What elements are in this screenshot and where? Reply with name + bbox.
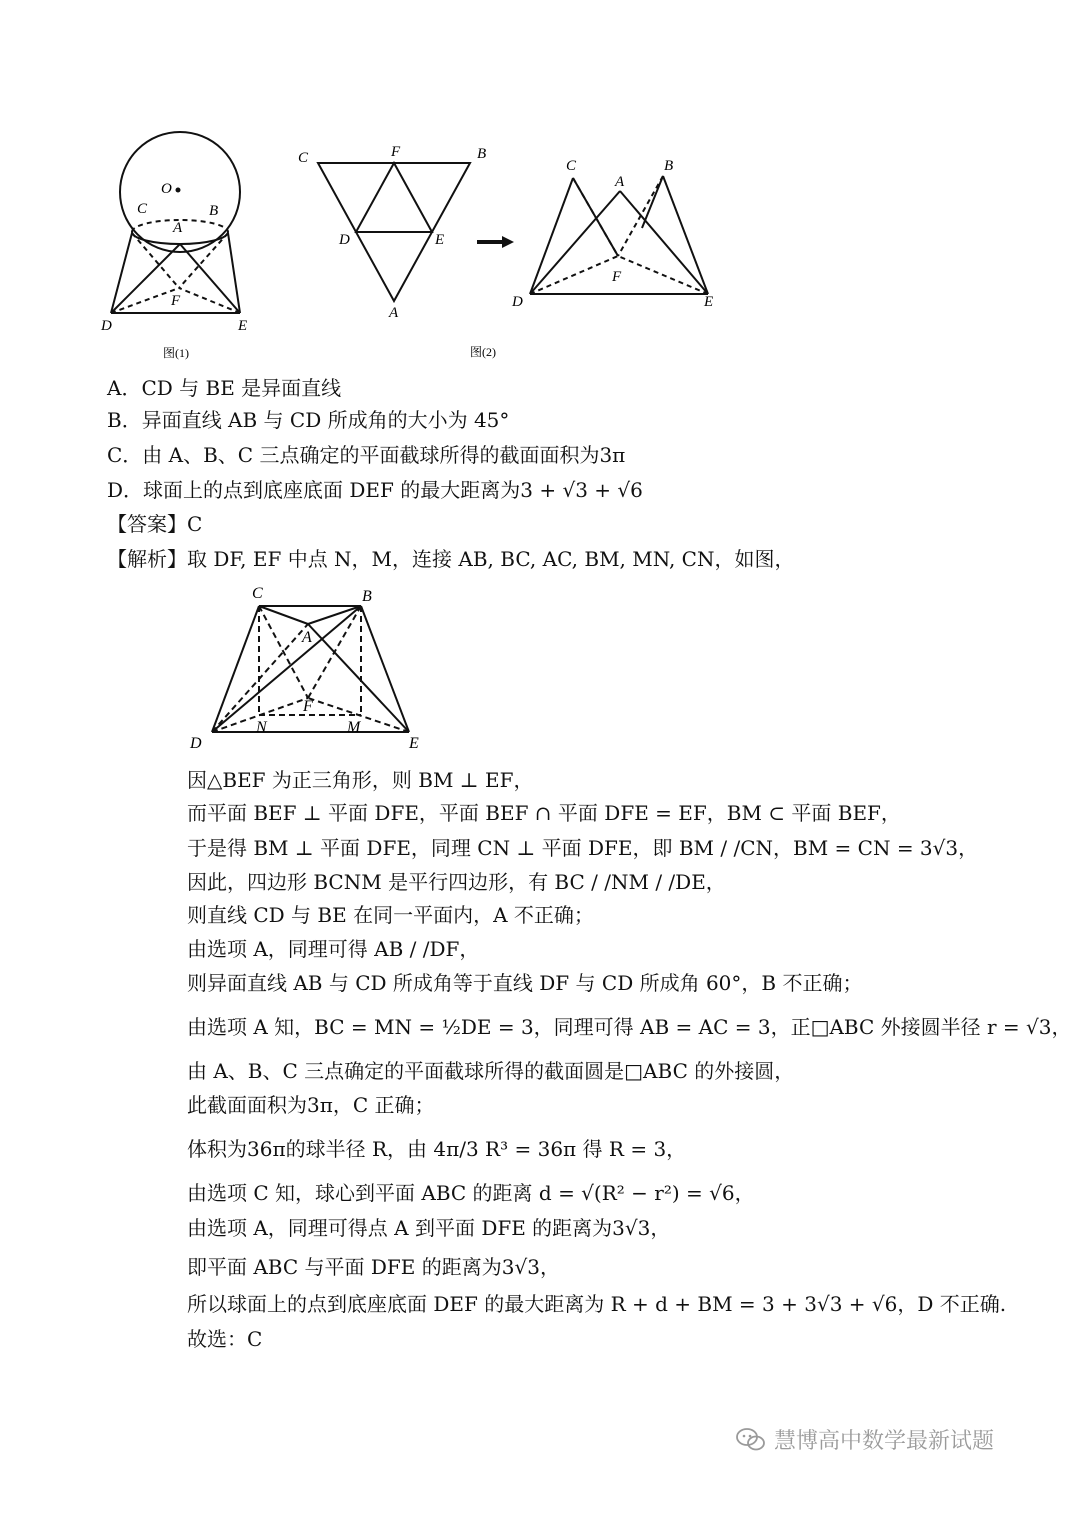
- sol-label-M: M: [347, 719, 361, 736]
- fold-label-C: C: [566, 158, 577, 174]
- net-label-B: B: [477, 146, 487, 162]
- solution-line-15: 所以球面上的点到底座底面 DEF 的最大距离为 R + d + BM = 3 + 3√3 + √6，D 不正确.: [187, 1292, 1007, 1316]
- fold-label-A: A: [615, 174, 625, 190]
- solution-line-14: 即平面 ABC 与平面 DFE 的距离为3√3，: [187, 1255, 560, 1279]
- sol-label-C: C: [252, 585, 263, 602]
- fold-label-E: E: [704, 294, 714, 310]
- sol-label-D: D: [190, 735, 202, 752]
- solution-line-1: 因△BEF 为正三角形，则 BM ⊥ EF，: [187, 768, 534, 792]
- figure-2-caption: 图(2): [470, 345, 496, 359]
- label-C: C: [137, 201, 148, 217]
- solution-line-10: 此截面面积为3π，C 正确；: [187, 1093, 435, 1117]
- solution-line-12: 由选项 C 知，球心到平面 ABC 的距离 d = √(R² − r²) = √6，: [187, 1181, 755, 1205]
- label-O: O: [161, 181, 172, 197]
- solution-line-5: 则直线 CD 与 BE 在同一平面内，A 不正确；: [187, 903, 594, 927]
- solution-line-8: 由选项 A 知，BC = MN = ½DE = 3，同理可得 AB = AC = 3，正□ABC 外接圆半径 r = √3，: [187, 1015, 1072, 1039]
- fold-label-B: B: [664, 158, 674, 174]
- label-D: D: [101, 318, 112, 334]
- solution-line-4: 因此，四边形 BCNM 是平行四边形，有 BC / /NM / /DE，: [187, 870, 726, 894]
- option-b: B．异面直线 AB 与 CD 所成角的大小为 45°: [107, 408, 510, 432]
- label-B: B: [209, 203, 219, 219]
- option-c: C．由 A、B、C 三点确定的平面截球所得的截面面积为3π: [107, 443, 626, 467]
- net-label-F: F: [391, 144, 401, 160]
- solution-line-6: 由选项 A，同理可得 AB / /DF，: [187, 937, 480, 961]
- figure-2-net-and-fold: [290, 138, 730, 363]
- watermark: [736, 1424, 994, 1455]
- figure-1-sphere-on-base: [95, 125, 265, 365]
- analysis-intro: 【解析】取 DF, EF 中点 N，M，连接 AB, BC, AC, BM, MN, CN，如图，: [107, 547, 795, 571]
- net-label-A: A: [389, 305, 399, 321]
- sol-label-A: A: [302, 629, 312, 646]
- solution-line-13: 由选项 A，同理可得点 A 到平面 DFE 的距离为3√3，: [187, 1216, 671, 1240]
- answer-line: 【答案】C: [107, 512, 203, 536]
- figure-3-solution-diagram: [180, 580, 440, 755]
- fold-label-D: D: [512, 294, 523, 310]
- label-F: F: [171, 293, 181, 309]
- label-E: E: [238, 318, 248, 334]
- solution-line-2: 而平面 BEF ⊥ 平面 DFE，平面 BEF ∩ 平面 DFE = EF，BM ⊂ 平面 BEF，: [187, 801, 901, 825]
- sol-label-F: F: [303, 698, 313, 715]
- net-label-C: C: [298, 150, 309, 166]
- net-label-D: D: [339, 232, 350, 248]
- fold-label-F: F: [612, 269, 622, 285]
- sol-label-N: N: [256, 719, 267, 736]
- sol-label-B: B: [362, 588, 372, 605]
- sol-label-E: E: [409, 735, 419, 752]
- label-A: A: [173, 220, 183, 236]
- solution-line-11: 体积为36π的球半径 R，由 4π/3 R³ = 36π 得 R = 3，: [187, 1137, 687, 1161]
- option-a: A．CD 与 BE 是异面直线: [107, 376, 342, 400]
- fold-arrow-icon: [477, 236, 514, 248]
- watermark-text: 慧博高中数学最新试题: [774, 1429, 995, 1454]
- net-label-E: E: [435, 232, 445, 248]
- option-d: D．球面上的点到底座底面 DEF 的最大距离为3 + √3 + √6: [107, 478, 643, 502]
- solution-line-16: 故选：C: [187, 1327, 263, 1351]
- figure-1-caption: 图(1): [163, 346, 189, 360]
- wechat-icon: [736, 1427, 766, 1453]
- solution-line-3: 于是得 BM ⊥ 平面 DFE，同理 CN ⊥ 平面 DFE，即 BM / /CN，BM = CN = 3√3，: [187, 836, 979, 860]
- solution-line-7: 则异面直线 AB 与 CD 所成角等于直线 DF 与 CD 所成角 60°，B 不正确；: [187, 971, 863, 995]
- solution-line-9: 由 A、B、C 三点确定的平面截球所得的截面圆是□ABC 的外接圆，: [187, 1059, 795, 1083]
